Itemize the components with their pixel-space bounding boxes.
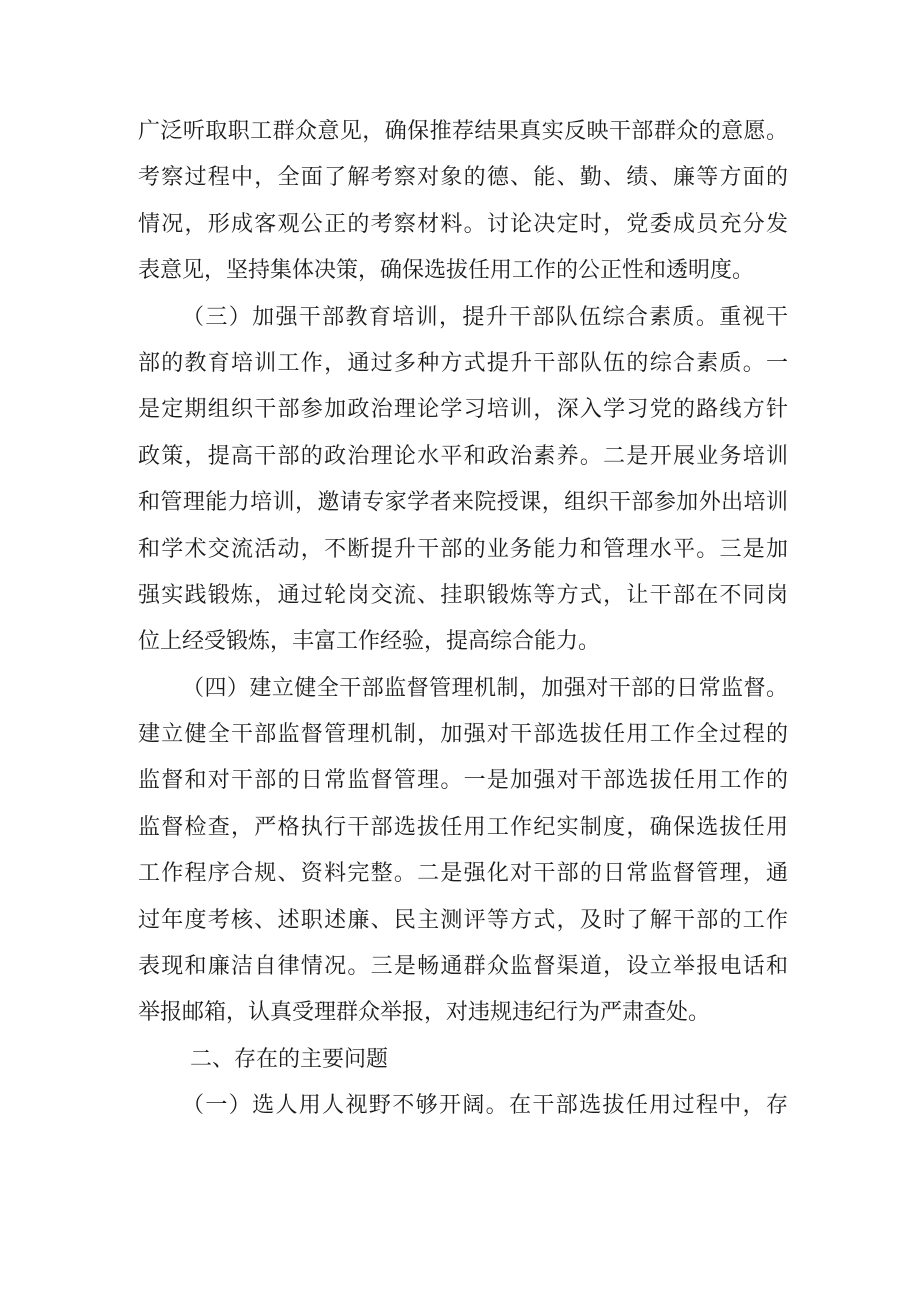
text-line: 举报邮箱，认真受理群众举报，对违规违纪行为严肃查处。 <box>138 1000 711 1026</box>
section-heading-1: （一）选人用人视野不够开阔。在干部选拔任用过程中，存 <box>182 1093 788 1119</box>
text-line: 监督检查，严格执行干部选拔任用工作纪实制度，确保选拔任用 <box>138 814 788 840</box>
text-line: 位上经受锻炼，丰富工作经验，提高综合能力。 <box>138 629 601 655</box>
text-line: 是定期组织干部参加政治理论学习培训，深入学习党的路线方针 <box>138 397 788 423</box>
text-line: 和学术交流活动，不断提升干部的业务能力和管理水平。三是加 <box>138 536 788 562</box>
text-line: 监督和对干部的日常监督管理。一是加强对干部选拔任用工作的 <box>138 768 788 794</box>
text-line: 强实践锻炼，通过轮岗交流、挂职锻炼等方式，让干部在不同岗 <box>138 582 788 608</box>
section-heading-4: （四）建立健全干部监督管理机制，加强对干部的日常监督。 <box>182 675 788 701</box>
document-body <box>138 109 788 1130</box>
text-line: 和管理能力培训，邀请专家学者来院授课，组织干部参加外出培训 <box>138 490 788 516</box>
text-line: 考察过程中，全面了解考察对象的德、能、勤、绩、廉等方面的 <box>138 165 788 191</box>
text-line: 表意见，坚持集体决策，确保选拔任用工作的公正性和透明度。 <box>138 258 755 284</box>
text-line: 工作程序合规、资料完整。二是强化对干部的日常监督管理，通 <box>138 861 788 887</box>
text-line: 政策，提高干部的政治理论水平和政治素养。二是开展业务培训 <box>138 443 788 469</box>
text-line: 表现和廉洁自律情况。三是畅通群众监督渠道，设立举报电话和 <box>138 954 788 980</box>
section-heading-3: （三）加强干部教育培训，提升干部队伍综合素质。重视干 <box>182 304 788 330</box>
text-line: 广泛听取职工群众意见，确保推荐结果真实反映干部群众的意愿。 <box>138 119 788 144</box>
chapter-heading-2: 二、存在的主要问题 <box>190 1046 389 1072</box>
text-line: 部的教育培训工作，通过多种方式提升干部队伍的综合素质。一 <box>138 350 788 376</box>
text-line: 建立健全干部监督管理机制，加强对干部选拔任用工作全过程的 <box>138 722 788 748</box>
text-line: 情况，形成客观公正的考察材料。讨论决定时，党委成员充分发 <box>138 211 788 237</box>
text-line: 过年度考核、述职述廉、民主测评等方式，及时了解干部的工作 <box>138 907 788 933</box>
